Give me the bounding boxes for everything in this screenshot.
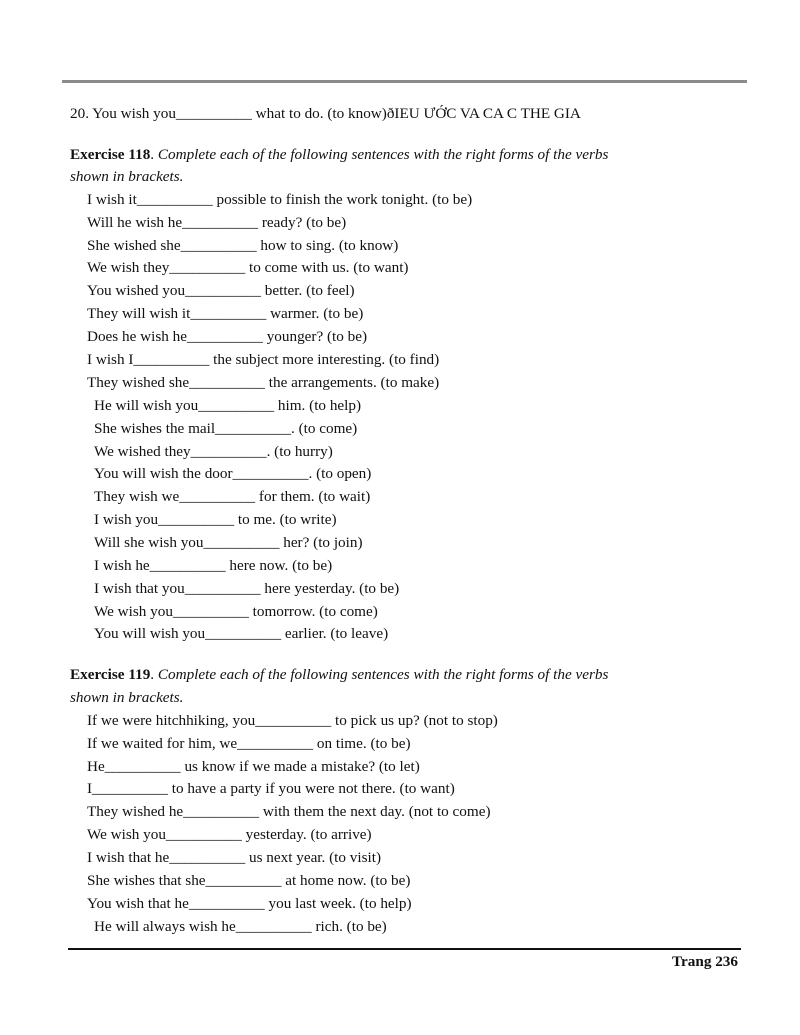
ex118-item-15: I wish you__________ to me. (to write) xyxy=(94,511,337,528)
exercise-118-instruction-1: Complete each of the following sentences with the right forms of the verbs xyxy=(157,146,609,163)
exercise-119-title: Exercise 119 xyxy=(70,666,151,683)
ex119-item-9: You wish that he__________ you last week. (to help) xyxy=(87,895,412,912)
ex118-item-7: Does he wish he__________ younger? (to be) xyxy=(87,328,368,345)
intro-sentence: 20. You wish you__________ what to do. (to know)ðIEU ƯỚC VA CA C THE GIA xyxy=(70,105,581,122)
ex118-item-14: They wish we__________ for them. (to wait) xyxy=(94,488,371,505)
ex118-item-11: She wishes the mail__________. (to come) xyxy=(94,420,358,437)
ex118-item-6: They will wish it__________ warmer. (to be) xyxy=(87,305,364,322)
ex118-item-8: I wish I__________ the subject more interesting. (to find) xyxy=(87,351,440,368)
ex119-item-2: If we waited for him, we__________ on time. (to be) xyxy=(87,735,411,752)
ex119-item-6: We wish you__________ yesterday. (to arrive) xyxy=(87,826,372,843)
ex118-item-3: She wished she__________ how to sing. (to know) xyxy=(87,237,399,254)
exercise-118-instruction-2: shown in brackets. xyxy=(70,168,184,185)
ex119-item-3: He__________ us know if we made a mistake? (to let) xyxy=(87,758,420,775)
ex118-item-2: Will he wish he__________ ready? (to be) xyxy=(87,214,347,231)
exercise-118-title: Exercise 118 xyxy=(70,146,151,163)
ex119-item-8: She wishes that she__________ at home now. (to be) xyxy=(87,872,411,889)
ex118-item-20: You will wish you__________ earlier. (to leave) xyxy=(94,625,389,642)
ex119-item-7: I wish that he__________ us next year. (to visit) xyxy=(87,849,382,866)
ex118-item-9: They wished she__________ the arrangements. (to make) xyxy=(87,374,440,391)
ex118-item-17: I wish he__________ here now. (to be) xyxy=(94,557,333,574)
exercise-118-heading xyxy=(70,145,608,165)
footer-divider xyxy=(68,948,741,950)
ex119-item-1: If we were hitchhiking, you__________ to pick us up? (not to stop) xyxy=(87,712,498,729)
ex118-item-10: He will wish you__________ him. (to help) xyxy=(94,397,362,414)
ex118-item-12: We wished they__________. (to hurry) xyxy=(94,443,333,460)
ex118-item-19: We wish you__________ tomorrow. (to come) xyxy=(94,603,378,620)
exercise-119-heading xyxy=(70,665,608,685)
exercise-119-instruction-2: shown in brackets. xyxy=(70,689,184,706)
exercise-119-instruction-1: Complete each of the following sentences with the right forms of the verbs xyxy=(157,666,609,683)
ex119-item-10: He will always wish he__________ rich. (to be) xyxy=(94,918,387,935)
top-divider xyxy=(62,80,747,83)
exercise-119-sep: . xyxy=(150,666,158,683)
ex118-item-13: You will wish the door__________. (to open) xyxy=(94,465,372,482)
ex118-item-1: I wish it__________ possible to finish the work tonight. (to be) xyxy=(87,191,473,208)
ex119-item-4: I__________ to have a party if you were not there. (to want) xyxy=(87,780,455,797)
ex118-item-16: Will she wish you__________ her? (to join) xyxy=(94,534,363,551)
ex118-item-18: I wish that you__________ here yesterday. (to be) xyxy=(94,580,400,597)
ex118-item-5: You wished you__________ better. (to feel) xyxy=(87,282,355,299)
page-number: Trang 236 xyxy=(672,953,738,970)
ex119-item-5: They wished he__________ with them the next day. (not to come) xyxy=(87,803,491,820)
ex118-item-4: We wish they__________ to come with us. (to want) xyxy=(87,259,409,276)
exercise-118-sep: . xyxy=(150,146,158,163)
